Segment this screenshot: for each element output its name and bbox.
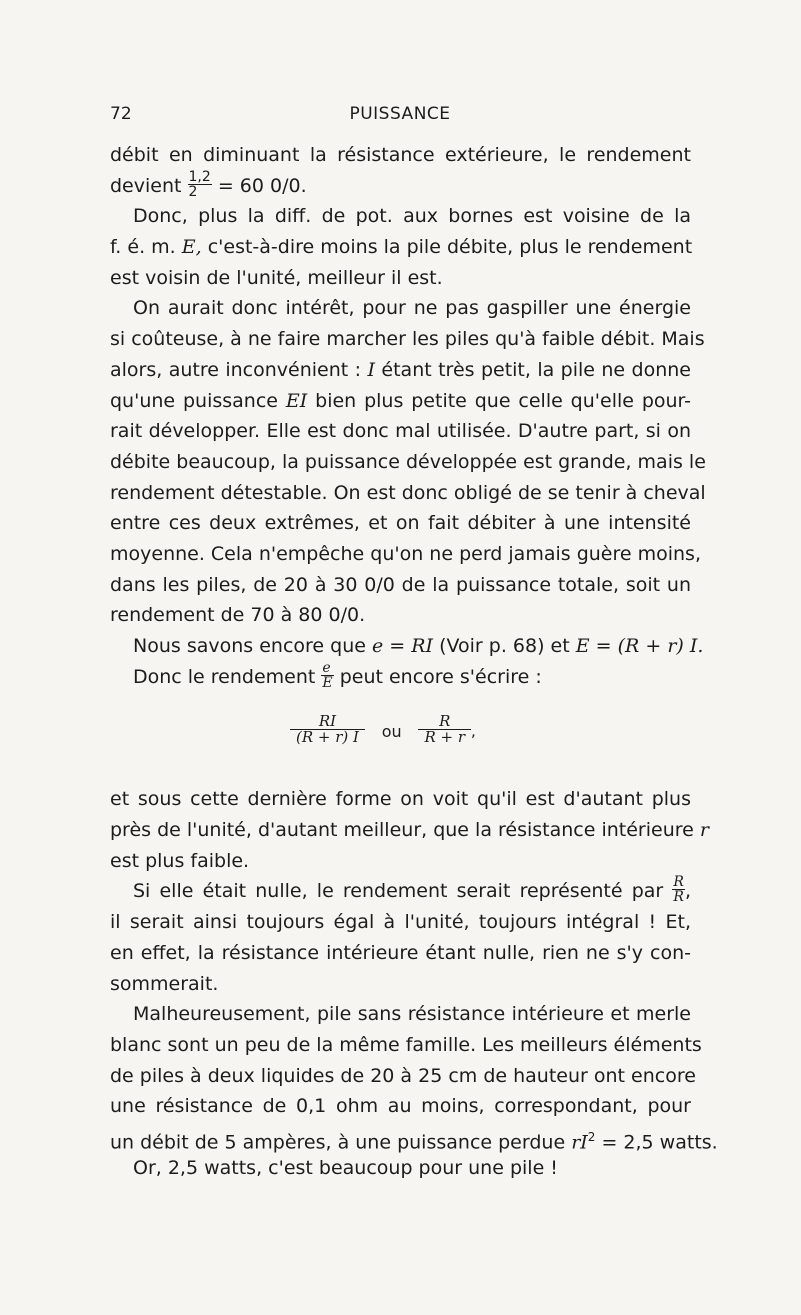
text-line: Malheureusement, pile sans résistance intérieure et merle [133, 1003, 691, 1026]
page-title: PUISSANCE [349, 104, 451, 124]
text-line: alors, autre inconvénient : I étant très petit, la pile ne donne [110, 358, 691, 381]
text-line: dans les piles, de 20 à 30 0/0 de la puissance totale, soit un [110, 573, 691, 596]
text-line: rendement de 70 à 80 0/0. [110, 604, 366, 627]
running-header [110, 104, 690, 128]
text-line: Donc, plus la diff. de pot. aux bornes est voisine de la [133, 205, 691, 228]
text-line: devient $\frac{1,2}{2}$ = 60 0/0. [110, 168, 307, 200]
text-line: un débit de 5 ampères, à une puissance perdue $rI^2 = 2,5$ watts. [110, 1129, 718, 1154]
text-line: Or, 2,5 watts, c'est beaucoup pour une pile ! [133, 1156, 558, 1179]
text-line: débit en diminuant la résistance extérieure, le rendement [110, 144, 691, 166]
page-body [110, 140, 718, 1183]
text-line: de piles à deux liquides de 20 à 25 cm de hauteur ont encore [110, 1064, 696, 1087]
text-line: Donc le rendement $\frac{e}{E}$ peut encore s'écrire : [133, 659, 542, 691]
fraction: $\frac{1,2}{2}$ [188, 168, 211, 200]
fraction: $\frac{e}{E}$ [322, 659, 333, 691]
text-line: Si elle était nulle, le rendement serait représenté par $\frac{R}{R}$ , [133, 874, 692, 906]
text-line: il serait ainsi toujours égal à l'unité, toujours intégral ! Et, [110, 911, 691, 934]
display-equation: $\frac{RI}{(R + r) I}$ ou $\frac{R}{R + r}$ , [110, 692, 691, 784]
text-line: f. é. m. E, c'est-à-dire moins la pile débite, plus le rendement [110, 236, 693, 259]
fraction: $\frac{RI}{(R + r) I}$ [290, 714, 365, 745]
text-line: Nous savons encore que e = RI (Voir p. 68) et E = (R + r) I. [133, 635, 704, 657]
text-line: qu'une puissance EI bien plus petite que celle qu'elle pour- [110, 389, 692, 412]
text-line: en effet, la résistance intérieure étant nulle, rien ne s'y con- [110, 941, 691, 964]
text-line: et sous cette dernière forme on voit qu'il est d'autant plus [110, 788, 691, 811]
fraction: $\frac{R}{R + r}$ [418, 714, 471, 745]
text-line: près de l'unité, d'autant meilleur, que la résistance intérieure r [110, 819, 709, 842]
text-line: blanc sont un peu de la même famille. Les meilleurs éléments [110, 1033, 702, 1056]
text-line: débite beaucoup, la puissance développée est grande, mais le [110, 450, 706, 473]
text-line: rait développer. Elle est donc mal utilisée. D'autre part, si on [110, 420, 691, 443]
text-line: entre ces deux extrêmes, et on fait débiter à une intensité [110, 512, 691, 535]
page-number: 72 [110, 104, 132, 124]
text-line: une résistance de 0,1 ohm au moins, correspondant, pour [110, 1095, 691, 1118]
text-line: moyenne. Cela n'empêche qu'on ne perd jamais guère moins, [110, 542, 701, 565]
text-line: est voisin de l'unité, meilleur il est. [110, 266, 443, 289]
text-line: sommerait. [110, 972, 219, 995]
text-line: rendement détestable. On est donc obligé de se tenir à cheval [110, 481, 706, 504]
text-line: est plus faible. [110, 849, 250, 872]
text-line: On aurait donc intérêt, pour ne pas gaspiller une énergie [133, 297, 691, 320]
text-line: si coûteuse, à ne faire marcher les piles qu'à faible débit. Mais [110, 328, 705, 351]
fraction: $\frac{R}{R}$ [673, 874, 684, 906]
